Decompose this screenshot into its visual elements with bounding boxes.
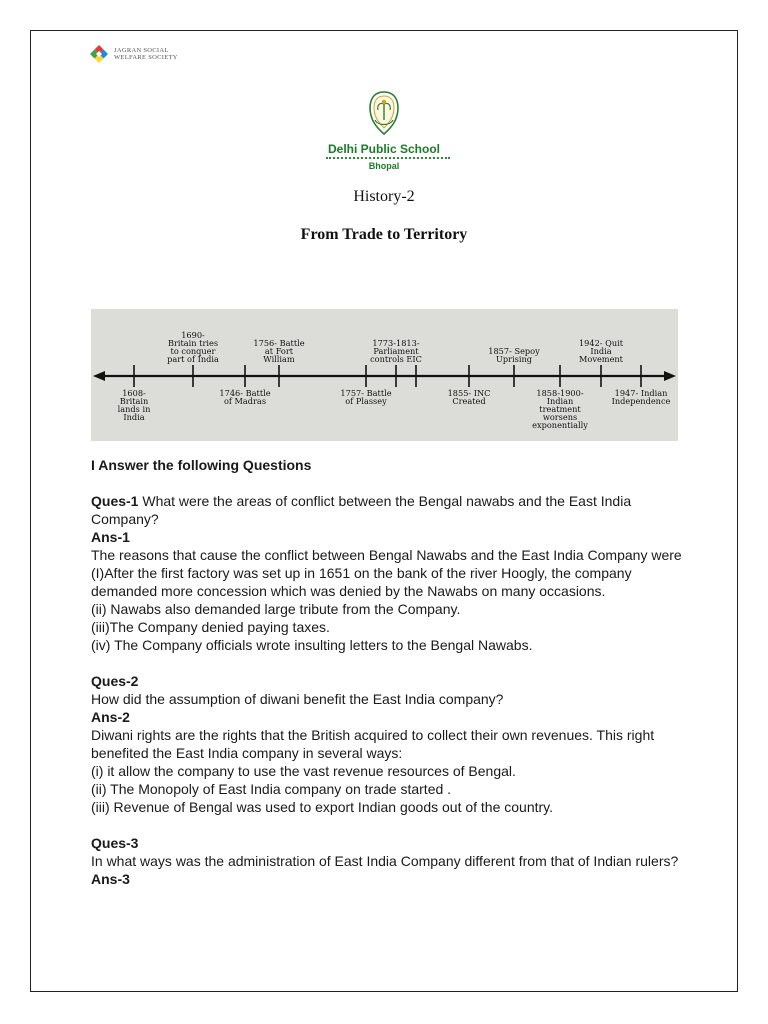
questions-section (91, 456, 691, 888)
timeline-above-event-label: 1773-1813- (372, 338, 420, 348)
question-3-label: Ques-3 (91, 835, 139, 851)
timeline-above-event-label: 1690- (181, 330, 205, 340)
society-name-line1: JAGRAN SOCIAL (114, 47, 169, 54)
timeline-above-event-label: at Fort (264, 346, 294, 356)
question-1 (91, 492, 691, 528)
history-timeline (91, 309, 678, 441)
answer-3-label: Ans-3 (91, 871, 130, 887)
timeline-above-event-label: India (590, 346, 612, 356)
society-diamond-icon (90, 45, 108, 63)
society-logo (90, 45, 178, 63)
question-2-text: How did the assumption of diwani benefit the East India company? (91, 691, 504, 707)
timeline-below-event-label: 1855- INC (447, 388, 491, 398)
question-3-text: In what ways was the administration of East India Company different from that of Indian rulers? (91, 853, 679, 869)
timeline-below-event-label: 1746- Battle (219, 388, 271, 398)
timeline-above-event-label: 1942- Quit (578, 338, 624, 348)
timeline-below-event-label: India (123, 412, 145, 422)
timeline-above-event-label: to conquer (170, 346, 216, 356)
timeline-below-event-label: 1757- Battle (340, 388, 392, 398)
chapter-title: From Trade to Territory (300, 226, 468, 243)
timeline-below-event-label: of Plassey (345, 396, 387, 406)
question-1-text: What were the areas of conflict between the Bengal nawabs and the East India Company? (91, 493, 632, 527)
timeline-below-event-label: 1608- (122, 388, 146, 398)
timeline-below-event-label: exponentially (532, 420, 588, 430)
timeline-below-event-label: Independence (611, 396, 671, 406)
school-crest-icon (367, 90, 401, 136)
timeline-below-event-label: 1858-1900- (536, 388, 584, 398)
answer-1-label: Ans-1 (91, 529, 130, 545)
school-name-underline (326, 157, 450, 159)
answer-2-line: Diwani rights are the rights that the British acquired to collect their own revenues. This right benefited the East India company in several ways: (91, 727, 655, 761)
answer-2-line: (i) it allow the company to use the vast revenue resources of Bengal. (91, 763, 516, 779)
timeline-above-event-label: 1857- Sepoy (488, 346, 540, 356)
timeline-below-event-label: 1947- Indian (614, 388, 668, 398)
timeline-below-event-label: Created (452, 396, 486, 406)
timeline-below-event-label: lands in (117, 404, 151, 414)
answer-2-line: (ii) The Monopoly of East India company on trade started . (91, 781, 452, 797)
answer-1-line: (ii) Nawabs also demanded large tribute from the Company. (91, 601, 461, 617)
answer-1-line: The reasons that cause the conflict between Bengal Nawabs and the East India Company were (91, 547, 682, 563)
school-city: Bhopal (368, 161, 400, 171)
answer-1-line: (I)After the first factory was set up in 1651 on the bank of the river Hoogly, the company demanded more concession which was denied by the Nawabs on many occasions. (91, 565, 632, 599)
timeline-below-event-label: Indian (546, 396, 574, 406)
society-name-line2: WELFARE SOCIETY (114, 54, 178, 61)
timeline-below-event-label: treatment (539, 404, 581, 414)
timeline-above-event-label: 1756- Battle (253, 338, 305, 348)
section-heading: I Answer the following Questions (91, 457, 312, 473)
question-2-label: Ques-2 (91, 673, 139, 689)
timeline-above-event-label: controls EIC (370, 354, 422, 364)
timeline-above-event-label: Britain tries (167, 338, 219, 348)
timeline-below-event-label: worsens (542, 412, 578, 422)
school-name: Delhi Public School (327, 142, 440, 156)
timeline-above-event-label: William (263, 354, 295, 364)
answer-1-line: (iv) The Company officials wrote insulting letters to the Bengal Nawabs. (91, 637, 533, 653)
subject-title: History-2 (353, 188, 415, 205)
timeline-below-event-label: Britain (119, 396, 149, 406)
answer-1-line: (iii)The Company denied paying taxes. (91, 619, 330, 635)
answer-2-label: Ans-2 (91, 709, 130, 725)
timeline-above-event-label: Parliament (373, 346, 419, 356)
answer-2-line: (iii) Revenue of Bengal was used to export Indian goods out of the country. (91, 799, 554, 815)
timeline-below-event-label: of Madras (223, 396, 267, 406)
timeline-above-event-label: Uprising (495, 354, 533, 364)
timeline-above-event-label: part of India (167, 354, 219, 364)
timeline-above-event-label: Movement (579, 354, 623, 364)
question-1-label: Ques-1 (91, 493, 139, 509)
